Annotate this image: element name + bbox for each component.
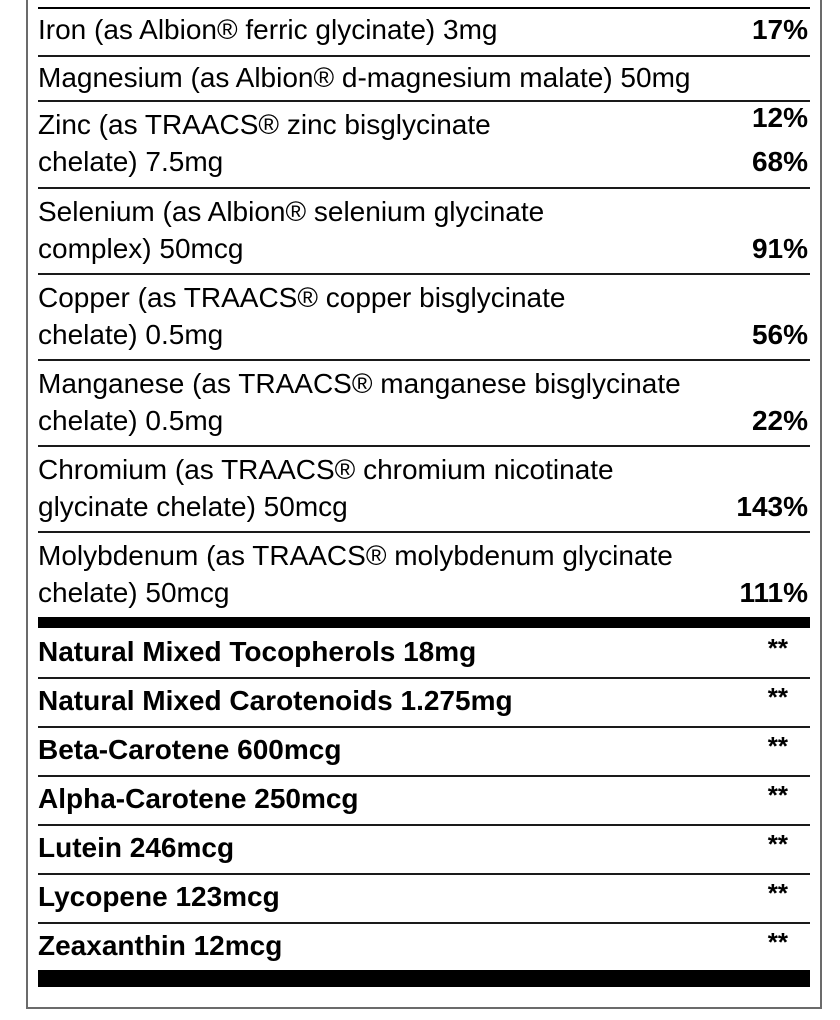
nutrient-row-iron (38, 12, 810, 52)
row-divider (38, 824, 810, 826)
row-divider (38, 273, 810, 275)
nutrient-name-line-2: chelate) 50mcg (38, 577, 230, 608)
nutrient-name-line-1: Manganese (as TRAACS® manganese bisglycinate (38, 368, 681, 399)
no-daily-value-marker: ** (767, 682, 788, 712)
ingredient-row-tocopherols (38, 635, 810, 675)
nutrient-row-molybdenum (38, 538, 810, 614)
ingredient-row-lycopene (38, 880, 810, 920)
row-divider (38, 726, 810, 728)
no-daily-value-marker: ** (767, 633, 788, 663)
ingredient-name: Zeaxanthin 12mcg (38, 930, 283, 961)
nutrient-row-selenium (38, 194, 810, 270)
nutrient-row-copper (38, 280, 810, 356)
row-divider (38, 922, 810, 924)
no-daily-value-marker: ** (767, 780, 788, 810)
nutrient-row-zinc (38, 102, 810, 183)
ingredient-name: Natural Mixed Carotenoids 1.275mg (38, 685, 513, 716)
daily-value: 68% (751, 146, 808, 177)
nutrient-name: Magnesium (as Albion® d-magnesium malate) 50mg (38, 62, 691, 93)
row-divider (38, 677, 810, 679)
bottom-thick-rule (38, 970, 810, 987)
no-daily-value-marker: ** (767, 927, 788, 957)
row-divider (38, 775, 810, 777)
daily-value: 143% (736, 491, 808, 522)
row-divider (38, 359, 810, 361)
row-divider (38, 187, 810, 189)
nutrient-name-line-2: chelate) 7.5mg (38, 146, 224, 177)
row-divider (38, 55, 810, 57)
daily-value: 111% (739, 577, 808, 608)
nutrient-name-line-2: complex) 50mcg (38, 233, 244, 264)
nutrient-name: Iron (as Albion® ferric glycinate) 3mg (38, 14, 498, 45)
ingredient-name: Lutein 246mcg (38, 832, 235, 863)
nutrient-row-magnesium (38, 60, 810, 100)
nutrient-row-manganese (38, 366, 810, 442)
nutrient-name-line-2: chelate) 0.5mg (38, 405, 224, 436)
daily-value: 22% (751, 405, 808, 436)
ingredient-row-zeaxanthin (38, 929, 810, 969)
ingredient-name: Natural Mixed Tocopherols 18mg (38, 636, 477, 667)
row-divider (38, 100, 810, 102)
nutrient-name-line-1: Copper (as TRAACS® copper bisglycinate (38, 282, 566, 313)
daily-value: 56% (751, 319, 808, 350)
top-rule (38, 7, 810, 9)
daily-value-magnesium: 12% (751, 102, 808, 133)
no-daily-value-marker: ** (767, 829, 788, 859)
nutrient-row-chromium (38, 452, 810, 528)
no-daily-value-marker: ** (767, 731, 788, 761)
nutrient-name-line-1: Molybdenum (as TRAACS® molybdenum glycinate (38, 540, 673, 571)
no-daily-value-marker: ** (767, 878, 788, 908)
nutrient-name-line-1: Chromium (as TRAACS® chromium nicotinate (38, 454, 614, 485)
section-thick-rule (38, 617, 810, 628)
ingredient-row-carotenoids (38, 684, 810, 724)
ingredient-name: Lycopene 123mcg (38, 881, 280, 912)
ingredient-row-beta-carotene (38, 733, 810, 773)
daily-value: 91% (751, 233, 808, 264)
nutrient-name-line-1: Zinc (as TRAACS® zinc bisglycinate (38, 109, 491, 140)
ingredient-row-alpha-carotene (38, 782, 810, 822)
nutrient-name-line-2: glycinate chelate) 50mcg (38, 491, 348, 522)
row-divider (38, 445, 810, 447)
ingredient-row-lutein (38, 831, 810, 871)
daily-value: 17% (751, 14, 808, 45)
row-divider (38, 531, 810, 533)
ingredient-name: Beta-Carotene 600mcg (38, 734, 342, 765)
nutrient-name-line-2: chelate) 0.5mg (38, 319, 224, 350)
nutrient-name-line-1: Selenium (as Albion® selenium glycinate (38, 196, 545, 227)
row-divider (38, 873, 810, 875)
ingredient-name: Alpha-Carotene 250mcg (38, 783, 359, 814)
